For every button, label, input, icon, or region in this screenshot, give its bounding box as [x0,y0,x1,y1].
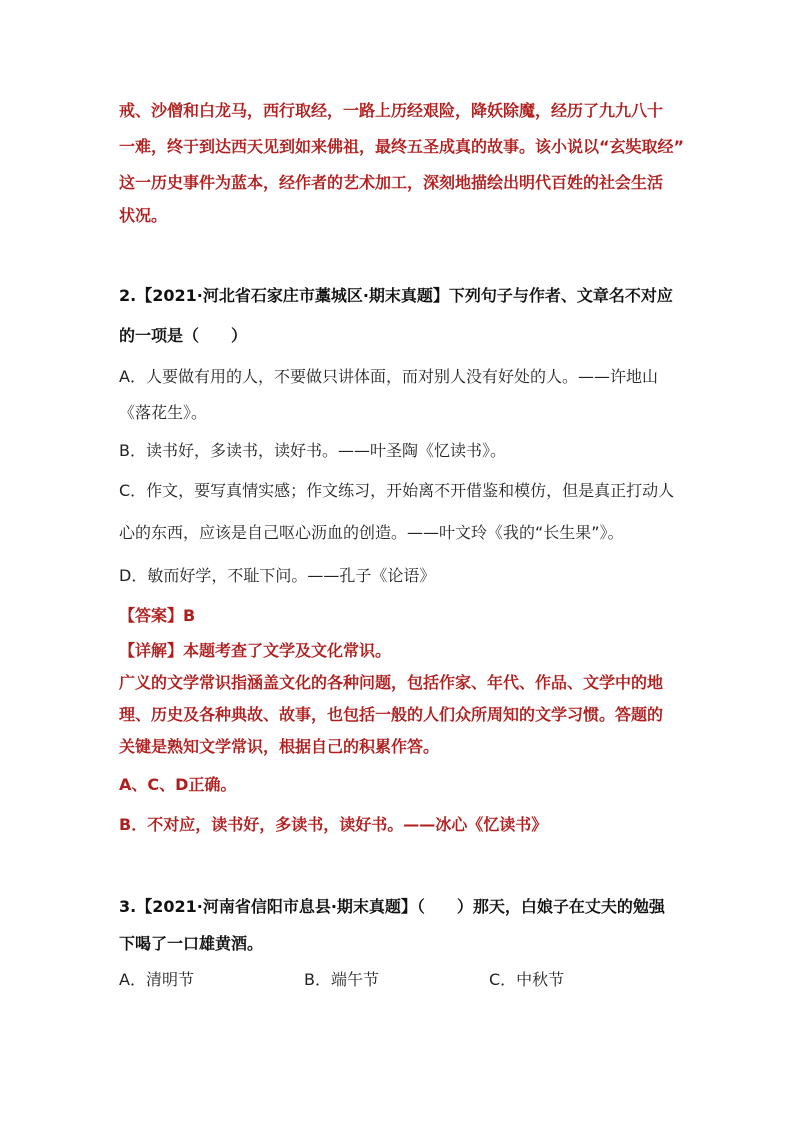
q2-option-b: B．读书好，多读书，读好书。——叶圣陶《忆读书》。 [119,441,506,460]
q2-detail-line-4: A、C、D正确。 [119,775,237,794]
continuation-line-1: 戒、沙僧和白龙马，西行取经，一路上历经艰险，降妖除魔，经历了九九八十 [119,101,664,120]
q2-answer: 【答案】B [119,606,196,625]
q2-option-a-line-2: 《落花生》。 [119,403,208,422]
q2-option-c-line-2: 心的东西，应该是自己呕心沥血的创造。——叶文玲《我的“长生果”》。 [119,523,624,542]
q2-detail-line-2: 理、历史及各种典故、故事，也包括一般的人们众所周知的文学习惯。答题的 [119,705,664,724]
continuation-line-3: 这一历史事件为蓝本，经作者的艺术加工，深刻地描绘出明代百姓的社会生活 [119,173,664,192]
continuation-line-2: 一难，终于到达西天见到如来佛祖，最终五圣成真的故事。该小说以“玄奘取经” [119,137,685,156]
continuation-line-4: 状况。 [119,206,168,225]
q2-option-a-line-1: A．人要做有用的人，不要做只讲体面，而对别人没有好处的人。——许地山 [119,367,658,386]
q2-detail-line-1: 广义的文学常识指涵盖文化的各种问题，包括作家、年代、作品、文学中的地 [119,673,664,692]
q3-stem-line-2: 下喝了一口雄黄酒。 [119,934,264,953]
q3-option-b: B．端午节 [304,970,379,989]
q3-option-c: C．中秋节 [489,970,565,989]
q2-detail-line-3: 关键是熟知文学常识，根据自己的积累作答。 [119,737,440,756]
q2-detail-title: 【详解】本题考查了文学及文化常识。 [119,641,392,660]
q2-stem-line-2: 的一项是（ ） [119,326,248,345]
q2-stem-line-1: 2.【2021·河北省石家庄市藁城区·期末真题】下列句子与作者、文章名不对应 [119,286,673,305]
q2-detail-line-5: B．不对应，读书好，多读书，读好书。——冰心《忆读书》 [119,815,548,834]
q2-option-d: D．敏而好学，不耻下问。——孔子《论语》 [119,566,436,585]
q3-option-a: A．清明节 [119,970,194,989]
q3-stem-line-1: 3.【2021·河南省信阳市息县·期末真题】（ ）那天，白娘子在丈夫的勉强 [119,897,665,916]
q2-option-c-line-1: C．作文，要写真情实感；作文练习，开始离不开借鉴和模仿，但是真正打动人 [119,481,675,500]
